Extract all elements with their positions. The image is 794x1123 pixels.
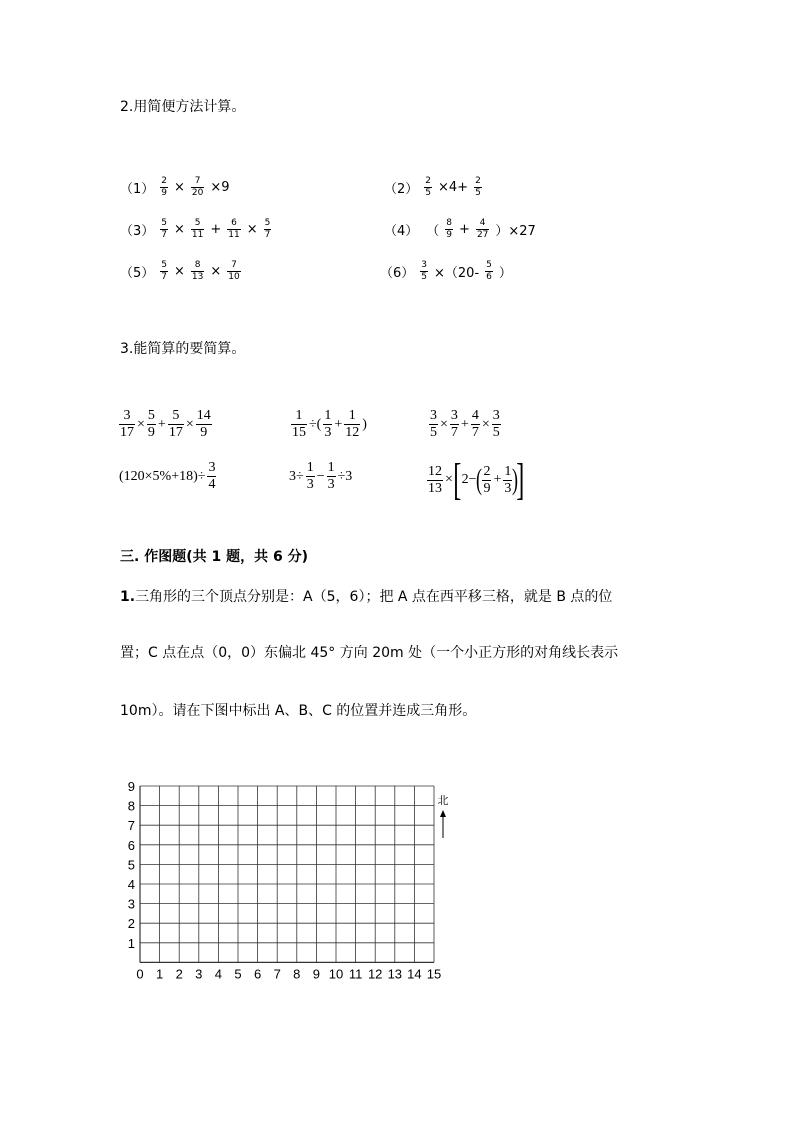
x-tick-label: 3: [195, 966, 203, 982]
numerator: 14: [196, 408, 211, 423]
operator: 3÷: [289, 468, 304, 484]
x-tick-label: 6: [253, 966, 262, 982]
drawing-section-heading: 三. 作图题(共 1 题，共 6 分): [120, 549, 308, 565]
denominator: 3: [324, 425, 332, 440]
denominator: 15: [292, 425, 306, 440]
y-tick-label: 6: [127, 837, 135, 853]
denominator: 5: [475, 188, 481, 198]
numerator: 12: [428, 463, 442, 479]
x-tick-label: 10: [328, 966, 344, 982]
denominator: 5: [425, 188, 432, 198]
fraction: [327, 460, 336, 493]
denominator: 9: [147, 425, 155, 440]
denominator: 10: [228, 272, 240, 282]
operator: ×9: [210, 180, 230, 195]
numerator: 1: [348, 408, 356, 423]
question-number: 1.: [120, 589, 136, 605]
denominator: 9: [446, 230, 453, 240]
x-tick-label: 7: [273, 966, 281, 982]
numerator: 4: [479, 218, 486, 228]
question-text-1: 三角形的三个顶点分别是：A（5，6）；把 A 点在西平移三格，就是 B 点的位: [135, 589, 613, 605]
denominator: 3: [306, 477, 314, 492]
calc-item-4: [384, 218, 540, 241]
numerator: 3: [450, 408, 458, 423]
operator: +: [459, 222, 470, 237]
fraction: [191, 260, 204, 283]
y-tick-label: 9: [127, 779, 135, 794]
fraction: [485, 260, 493, 283]
numerator: 8: [194, 260, 201, 270]
fraction: [427, 464, 443, 497]
denominator: 9: [200, 425, 208, 440]
calc-item-2: [384, 176, 484, 199]
operator: +: [157, 416, 166, 432]
y-tick-label: 3: [127, 896, 135, 912]
item-label: （1）: [120, 182, 155, 197]
fraction: [191, 218, 204, 241]
fraction: [160, 260, 168, 283]
numerator: 7: [231, 260, 237, 270]
coordinate-grid: [120, 778, 460, 992]
item-label: （6）: [380, 266, 415, 281]
denominator: 27: [476, 230, 489, 240]
denominator: 20: [191, 188, 204, 198]
denominator: 6: [486, 272, 492, 282]
fraction: [227, 218, 240, 241]
fraction: [476, 218, 489, 241]
fraction: [264, 218, 272, 241]
denominator: 9: [161, 188, 168, 198]
y-tick-label: 7: [127, 818, 135, 834]
fraction: [429, 408, 438, 441]
item-label: （4）: [384, 224, 419, 239]
calc-item-1: [120, 176, 234, 199]
big-bracket: ]: [516, 455, 525, 504]
denominator: 17: [120, 425, 134, 440]
fraction: [207, 460, 216, 493]
calc-item-3: [120, 218, 273, 241]
fraction: [306, 460, 315, 493]
fraction: [323, 408, 332, 441]
denominator: 7: [161, 230, 168, 240]
operator: ×: [481, 416, 490, 432]
numerator: 8: [446, 218, 453, 228]
operator: （: [426, 224, 440, 239]
operator: ×: [210, 264, 222, 279]
denominator: 3: [504, 480, 512, 496]
x-tick-label: 4: [214, 966, 223, 982]
simplify-item-2: [290, 408, 368, 441]
y-tick-label: 1: [127, 935, 135, 951]
numerator: 3: [421, 260, 428, 270]
numerator: 5: [486, 260, 492, 270]
fraction: [424, 176, 432, 199]
y-tick-label: 4: [127, 877, 135, 892]
fraction: [227, 260, 240, 283]
operator: ×: [174, 264, 185, 279]
denominator: 13: [428, 480, 442, 496]
denominator: 17: [168, 425, 183, 440]
fraction: [471, 408, 480, 441]
numerator: 1: [327, 460, 335, 475]
denominator: 7: [264, 230, 271, 240]
fraction: [344, 408, 360, 441]
big-bracket: [: [453, 455, 462, 504]
section2-heading: 2.用简便方法计算。: [120, 99, 246, 115]
simplify-item-1: [118, 408, 213, 441]
y-tick-label: 8: [127, 798, 135, 814]
x-tick-label: 2: [175, 966, 183, 982]
question-line-2: 置；C 点在点（0，0）东偏北 45° 方向 20m 处（一个小正方形的对角线长表示: [120, 645, 619, 661]
question-line-3: 10m）。请在下图中标出 A、B、C 的位置并连成三角形。: [120, 703, 477, 719]
x-tick-label: 15: [426, 966, 442, 982]
fraction: [191, 176, 204, 199]
simplify-item-6: [426, 455, 525, 504]
numerator: 3: [492, 408, 500, 423]
operator: ÷3: [337, 468, 353, 484]
simplify-item-4: [118, 460, 217, 493]
denominator: 5: [430, 425, 437, 440]
numerator: 2: [475, 176, 481, 186]
operator: ×（20-: [434, 266, 480, 281]
fraction: [492, 408, 501, 441]
fraction: [147, 408, 156, 441]
numerator: 4: [471, 408, 479, 423]
operator: ×: [137, 416, 145, 432]
fraction: [291, 408, 307, 441]
denominator: 4: [208, 477, 216, 492]
numerator: 5: [264, 218, 271, 228]
grid-svg: [120, 778, 460, 988]
x-tick-label: 5: [234, 966, 242, 982]
simplify-item-5: [288, 460, 353, 493]
numerator: 6: [231, 218, 237, 228]
operator: ): [362, 416, 367, 432]
calc-item-6: [380, 260, 516, 283]
denominator: 9: [483, 480, 491, 496]
operator: ×: [185, 416, 194, 432]
denominator: 5: [421, 272, 428, 282]
operator: ×: [174, 180, 185, 195]
operator: ×: [445, 472, 453, 487]
operator: 2−: [461, 472, 477, 487]
operator: +: [493, 472, 502, 487]
item-label: （3）: [120, 224, 155, 239]
x-tick-label: 12: [367, 966, 383, 982]
numerator: 1: [295, 408, 303, 423]
operator: ×4+: [438, 180, 469, 195]
denominator: 7: [161, 272, 168, 282]
denominator: 11: [191, 230, 204, 240]
numerator: 5: [161, 260, 168, 270]
numerator: 1: [504, 463, 512, 479]
paren: ): [512, 463, 519, 496]
operator: +: [460, 416, 469, 432]
x-tick-label: 0: [136, 966, 144, 982]
north-label: 北: [437, 794, 449, 807]
denominator: 7: [450, 425, 458, 440]
x-tick-label: 14: [407, 966, 422, 982]
numerator: 5: [172, 408, 180, 423]
simplify-item-3: [428, 408, 502, 441]
item-label: （2）: [384, 182, 419, 197]
fraction: [474, 176, 482, 199]
operator: (120×5%+18)÷: [119, 468, 206, 484]
operator: ×: [174, 222, 185, 237]
fraction: [160, 218, 168, 241]
fraction: [196, 408, 212, 441]
x-tick-label: 11: [348, 966, 363, 982]
y-tick-label: 2: [127, 916, 135, 932]
fraction: [445, 218, 453, 241]
operator: −: [316, 468, 325, 484]
operator: ×: [440, 416, 448, 432]
numerator: 1: [324, 408, 332, 423]
denominator: 11: [228, 230, 240, 240]
fraction: [160, 176, 168, 199]
denominator: 7: [471, 425, 479, 440]
section3-heading: 3.能简算的要简算。: [120, 341, 246, 357]
numerator: 3: [430, 408, 437, 423]
numerator: 7: [194, 176, 201, 186]
fraction: [482, 464, 491, 497]
fraction: [420, 260, 428, 283]
denominator: 13: [191, 272, 204, 282]
paren: (: [476, 463, 483, 496]
numerator: 3: [123, 408, 131, 423]
y-tick-label: 5: [127, 857, 135, 873]
numerator: 5: [161, 218, 168, 228]
denominator: 5: [492, 425, 500, 440]
calc-item-5: [120, 260, 243, 283]
fraction: [168, 408, 184, 441]
x-tick-label: 8: [293, 966, 301, 982]
denominator: 3: [327, 477, 335, 492]
fraction: [450, 408, 459, 441]
x-tick-label: 13: [387, 966, 403, 982]
operator: +: [210, 222, 222, 237]
numerator: 2: [161, 176, 168, 186]
operator: ）×27: [495, 224, 536, 239]
denominator: 12: [345, 425, 360, 440]
x-tick-label: 9: [312, 966, 321, 982]
numerator: 2: [425, 176, 432, 186]
north-arrow-icon: [440, 810, 446, 817]
operator: ×: [246, 222, 258, 237]
x-tick-label: 1: [155, 966, 164, 982]
question-line-1: [120, 586, 612, 606]
operator: ）: [498, 266, 512, 281]
operator: +: [334, 416, 343, 432]
numerator: 5: [194, 218, 201, 228]
numerator: 3: [208, 460, 216, 475]
numerator: 5: [147, 408, 155, 423]
numerator: 1: [306, 460, 314, 475]
fraction: [119, 408, 135, 441]
numerator: 2: [483, 463, 491, 479]
item-label: （5）: [120, 266, 155, 281]
operator: ÷(: [309, 416, 322, 432]
